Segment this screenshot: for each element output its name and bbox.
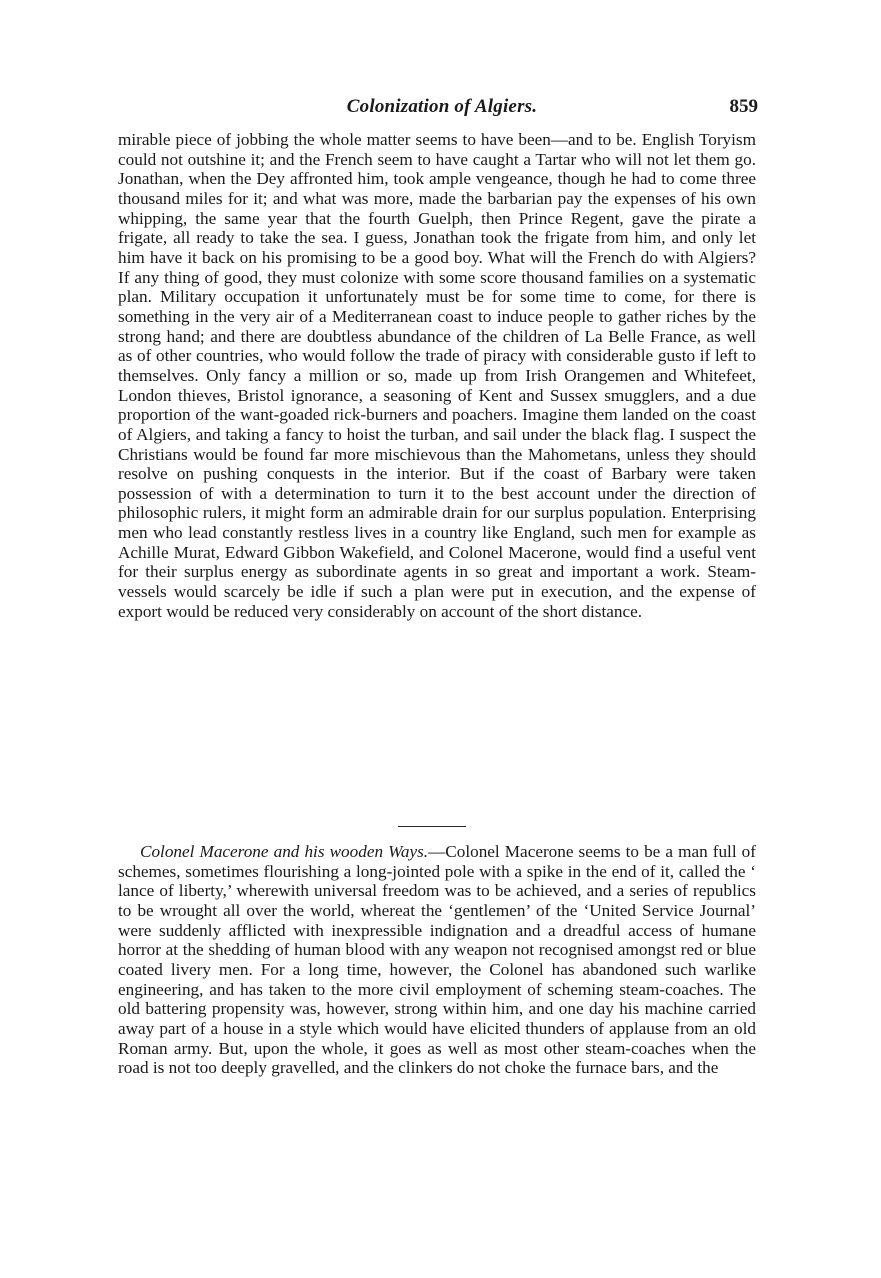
paragraph-macerone (118, 842, 756, 1078)
running-header (118, 96, 766, 122)
paragraph-colonization (118, 130, 756, 621)
paragraph-heading: Colonel Macerone and his wooden Ways. (140, 842, 429, 861)
paragraph-text: mirable piece of jobbing the whole matter seems to have been—and to be. English Toryism could not outshine it; and the French seem to have caught a Tartar who will not let them go. Jonathan, when the Dey affronted him, took ample vengeance, though he had to come three thousand miles for it; and what was more, made the barbarian pay the expenses of his own whipping, the same year that the fourth Guelph, then Prince Regent, gave the pirate a frigate, all ready to take the sea. I guess, Jonathan took the frigate from him, and only let him have it back on his promising to be a good boy. What will the French do with Algiers? If any thing of good, they must colonize with some score thousand families on a systematic plan. Military occupation it unfortunately must be for some time to come, for there is something in the very air of a Mediterranean coast to induce people to gather riches by the strong hand; and there are doubtless abundance of the children of La Belle France, as well as of other countries, who would follow the trade of piracy with considerable gusto if left to themselves. Only fancy a million or so, made up from Irish Orangemen and Whitefeet, London thieves, Bristol ignorance, a seasoning of Kent and Sussex smugglers, and a due proportion of the want-goaded rick-burners and poachers. Imagine them landed on the coast of Algiers, and taking a fancy to hoist the turban, and sail under the black flag. I suspect the Christians would be found far more mischievous than the Mahometans, unless they should resolve on pushing conquests in the interior. But if the coast of Barbary were taken possession of with a determination to turn it to the best account under the direction of philosophic rulers, it might form an admirable drain for our surplus population. Enterprising men who lead constantly restless lives in a country like England, such men for example as Achille Murat, Edward Gibbon Wakefield, and Colonel Macerone, would find a useful vent for their surplus energy as subordinate agents in so great and important a work. Steam-vessels would scarcely be idle if such a plan were put in execution, and the expense of export would be reduced very considerably on account of the short distance. (118, 130, 756, 621)
section-divider (398, 826, 466, 827)
paragraph-text: —Colonel Macerone seems to be a man full of schemes, sometimes flourishing a long-jointed pole with a spike in the end of it, called the ‘ lance of liberty,’ wherewith universal freedom was to be achieved, and a series of republics to be wrought all over the world, whereat the ‘gentlemen’ of the ‘United Service Journal’ were suddenly afflicted with inexpressible indignation and a dreadful access of humane horror at the shedding of human blood with any weapon not recognised amongst red or blue coated livery men. For a long time, however, the Colonel has abandoned such warlike engineering, and has taken to the more civil employment of scheming steam-coaches. The old battering propensity was, however, strong within him, and one day his machine carried away part of a house in a style which would have elicited thunders of applause from an old Roman army. But, upon the whole, it goes as well as most other steam-coaches when the road is not too deeply gravelled, and the clinkers do not choke the furnace bars, and the (118, 842, 757, 1078)
page-number: 859 (729, 96, 758, 117)
running-title: Colonization of Algiers. (346, 96, 538, 117)
